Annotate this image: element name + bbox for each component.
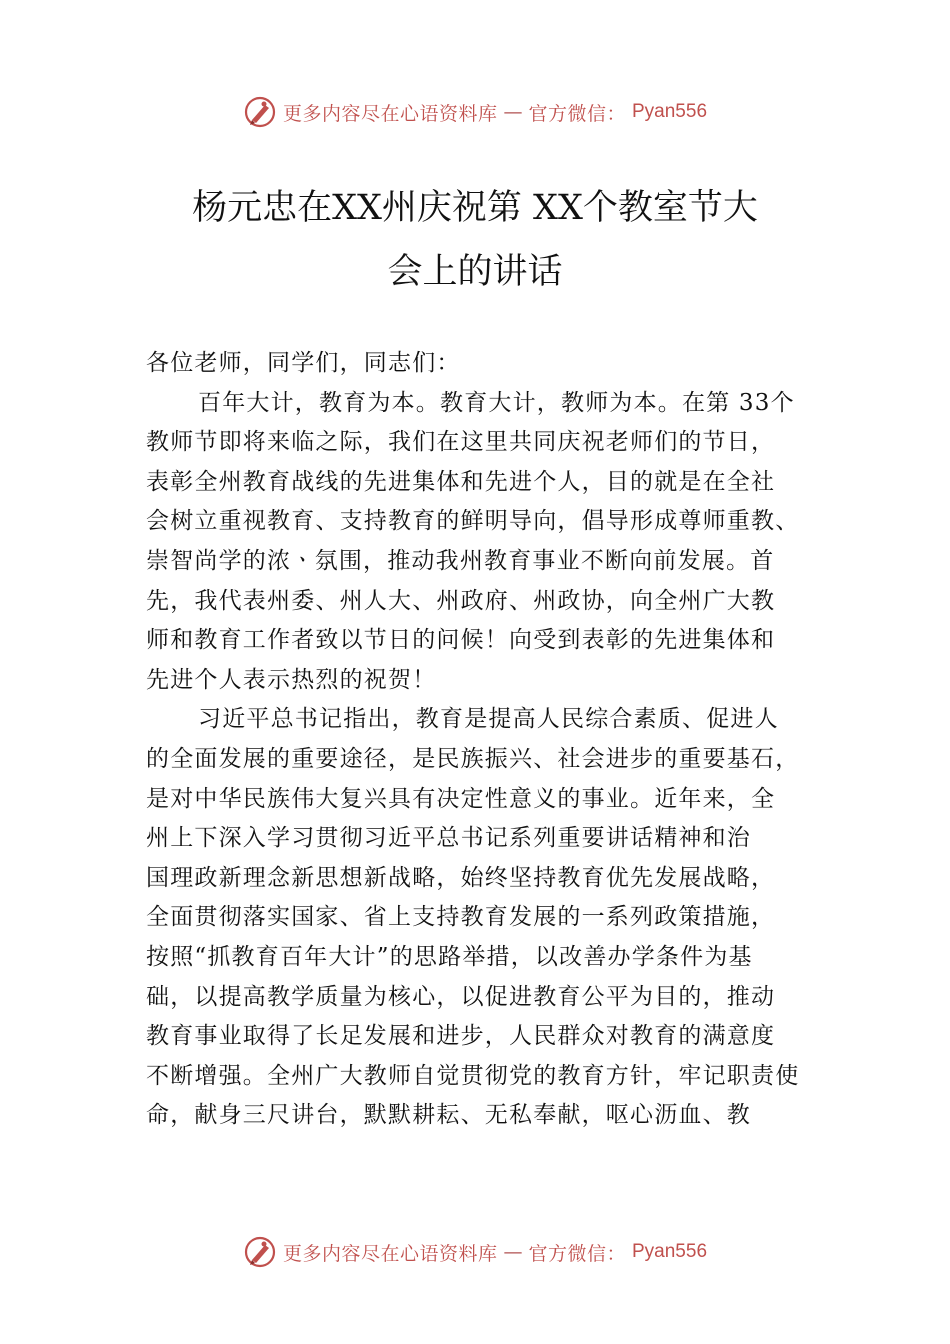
paragraph-line: 会树立重视教育、支持教育的鲜明导向，倡导形成尊师重教、: [146, 508, 800, 535]
document-body: [146, 344, 826, 1136]
paragraph-line: 命，献身三尺讲台，默默耕耘、无私奉献，呕心沥血、教: [146, 1102, 751, 1129]
paragraph-line: 础，以提高教学质量为核心，以促进教育公平为目的，推动: [146, 983, 776, 1010]
pen-logo-icon: [243, 1235, 277, 1269]
watermark-text: 更多内容尽在心语资料库: [282, 1242, 498, 1265]
watermark-separator: —: [503, 1241, 523, 1263]
paragraph-line: 国理政新理念新思想新战略，始终坚持教育优先发展战略，: [146, 864, 776, 891]
pen-logo-icon: [243, 95, 277, 129]
watermark-label: 官方微信：: [528, 1242, 626, 1265]
watermark-text: 更多内容尽在心语资料库: [282, 102, 498, 125]
document-title-line-2: 会上的讲话: [387, 252, 563, 292]
paragraph-line: 的全面发展的重要途径，是民族振兴、社会进步的重要基石，: [146, 745, 800, 772]
paragraph-line: 不断增强。全州广大教师自觉贯彻党的教育方针，牢记职责使: [146, 1062, 800, 1089]
watermark-brand: Pyan556: [632, 101, 708, 122]
paragraph-line: 表彰全州教育战线的先进集体和先进个人，目的就是在全社: [146, 468, 776, 495]
paragraph-line: 百年大计，教育为本。教育大计，教师为本。在第 33个: [198, 389, 795, 416]
watermark-brand: Pyan556: [632, 1241, 708, 1262]
paragraph-line: 教师节即将来临之际，我们在这里共同庆祝老师们的节日，: [146, 429, 776, 456]
paragraph-line: 是对中华民族伟大复兴具有决定性意义的事业。近年来，全: [146, 785, 776, 812]
paragraph-line: 全面贯彻落实国家、省上支持教育发展的一系列政策措施，: [146, 904, 776, 931]
document-title-line-1: 杨元忠在XX州庆祝第 XX个教室节大: [192, 188, 758, 228]
watermark-separator: —: [503, 101, 523, 123]
paragraph-line: 州上下深入学习贯彻习近平总书记系列重要讲话精神和治: [146, 825, 751, 852]
paragraph-line: 教育事业取得了长足发展和进步，人民群众对教育的满意度: [146, 1023, 776, 1050]
paragraph-line: 按照“抓教育百年大计”的思路举措，以改善办学条件为基: [146, 943, 753, 970]
salutation: 各位老师，同学们，同志们：: [146, 350, 461, 376]
paragraph-line: 师和教育工作者致以节日的问候！向受到表彰的先进集体和: [146, 627, 776, 654]
paragraph-line: 习近平总书记指出，教育是提高人民综合素质、促进人: [198, 706, 779, 733]
paragraph-line: 崇智尚学的浓ㆍ氛围，推动我州教育事业不断向前发展。首: [146, 547, 775, 574]
paragraph-line: 先进个人表示热烈的祝贺！: [146, 666, 437, 693]
footer-watermark: [0, 1232, 950, 1272]
watermark-label: 官方微信：: [528, 102, 626, 125]
paragraph-line: 先，我代表州委、州人大、州政府、州政协，向全州广大教: [146, 587, 776, 614]
header-watermark: [0, 92, 950, 132]
